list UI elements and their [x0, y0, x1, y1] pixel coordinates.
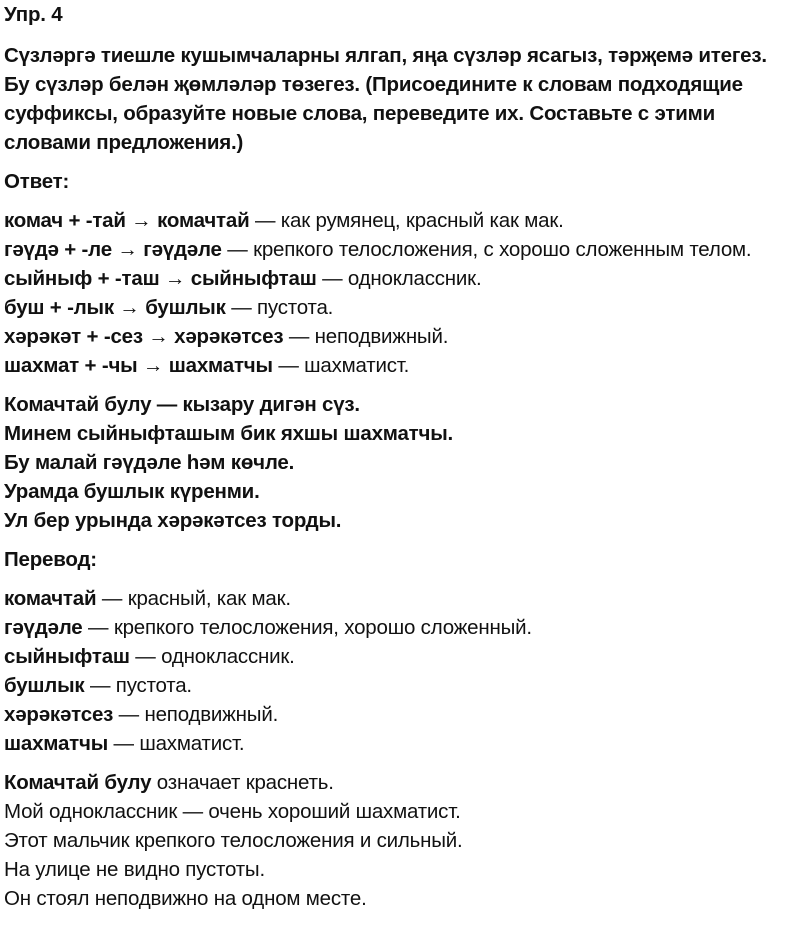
meaning: крепкого телосложения, с хорошо сложенным телом.: [253, 238, 752, 261]
dash: —: [288, 325, 310, 348]
result-word: комачтай: [157, 209, 250, 232]
plus-sign: +: [68, 209, 81, 232]
translation-meaning: пустота.: [115, 674, 192, 697]
translated-word: гәүдәле: [4, 616, 83, 639]
dash: —: [113, 732, 134, 755]
translation-word-list: [4, 584, 796, 758]
translation-meaning: шахматист.: [139, 732, 245, 755]
plus-sign: +: [86, 325, 99, 348]
translation-meaning: одноклассник.: [161, 645, 295, 668]
dash: —: [278, 354, 299, 377]
translation-meaning: крепкого телосложения, хорошо сложенный.: [113, 616, 532, 639]
arrow-icon: →: [119, 296, 140, 319]
answer-heading: Ответ:: [4, 170, 70, 193]
arrow-icon: →: [164, 267, 186, 290]
meaning: неподвижный.: [314, 325, 449, 348]
translated-word: бушлык: [4, 674, 85, 697]
translation-item: [4, 642, 796, 671]
result-word: шахматчы: [168, 354, 273, 377]
exercise-title: Упр. 4: [4, 3, 63, 26]
formation-item: [4, 206, 796, 235]
suffix: -таш: [114, 267, 160, 290]
plus-sign: +: [97, 267, 110, 290]
task-text: Сүзләргә тиешле кушымчаларны ялгап, яңа сүзләр ясагыз, тәрҗемә итегез. Бу сүзләр белән җөмләләр төзегез. (Присоедините к словам подходящие суффиксы, образуйте новые слова, переведите их. Составьте с этими словами предложения.): [4, 44, 767, 154]
plus-sign: +: [64, 238, 77, 261]
translated-sentence: Мой одноклассник — очень хороший шахматист.: [4, 800, 461, 823]
plus-sign: +: [49, 296, 62, 319]
dash: —: [89, 674, 111, 697]
translated-word: шахматчы: [4, 732, 109, 755]
translated-word: сыйныфташ: [4, 645, 130, 668]
sentence: Комачтай булу — кызару дигән сүз.: [4, 393, 360, 416]
dash: —: [322, 267, 343, 290]
arrow-icon: →: [142, 354, 164, 377]
sentence: Бу малай гәүдәле һәм көчле.: [4, 451, 295, 474]
translation-item: [4, 584, 796, 613]
sentence-rest: означает краснеть.: [156, 771, 334, 794]
arrow-icon: →: [148, 325, 169, 348]
formation-item: [4, 351, 796, 380]
sentence: Урамда бушлык күренми.: [4, 480, 260, 503]
arrow-icon: →: [117, 238, 138, 261]
translated-sentence: [4, 768, 796, 797]
root-word: буш: [4, 296, 45, 319]
result-word: хәрәкәтсез: [174, 325, 284, 348]
dash: —: [254, 209, 276, 232]
formation-item: [4, 235, 796, 264]
formation-item: [4, 322, 796, 351]
translation-item: [4, 729, 796, 758]
dash: —: [227, 238, 248, 261]
translated-sentences: [4, 768, 796, 913]
sentence: Ул бер урында хәрәкәтсез торды.: [4, 509, 342, 532]
root-word: шахмат: [4, 354, 80, 377]
suffix: -тай: [85, 209, 126, 232]
meaning: пустота.: [257, 296, 334, 319]
translation-meaning: красный, как мак.: [127, 587, 291, 610]
tatar-sentences: [4, 390, 796, 535]
dash: —: [88, 616, 109, 639]
sentence: Минем сыйныфташым бик яхшы шахматчы.: [4, 422, 454, 445]
suffix: -сез: [103, 325, 143, 348]
result-word: сыйныфташ: [190, 267, 317, 290]
formation-item: [4, 264, 796, 293]
bold-phrase: Комачтай булу: [4, 771, 152, 794]
dash: —: [231, 296, 252, 319]
plus-sign: +: [84, 354, 97, 377]
translation-item: [4, 613, 796, 642]
suffix: -ле: [81, 238, 112, 261]
translated-sentence: Этот мальчик крепкого телосложения и сильный.: [4, 829, 463, 852]
formation-item: [4, 293, 796, 322]
root-word: сыйныф: [4, 267, 93, 290]
meaning: одноклассник.: [347, 267, 482, 290]
dash: —: [118, 703, 139, 726]
root-word: гәүдә: [4, 238, 59, 261]
translation-item: [4, 671, 796, 700]
translation-item: [4, 700, 796, 729]
word-formation-list: [4, 206, 796, 380]
dash: —: [101, 587, 123, 610]
translated-word: комачтай: [4, 587, 97, 610]
translated-word: хәрәкәтсез: [4, 703, 114, 726]
translated-sentence: На улице не видно пустоты.: [4, 858, 265, 881]
translation-meaning: неподвижный.: [144, 703, 279, 726]
meaning: как румянец, красный как мак.: [280, 209, 564, 232]
result-word: бушлык: [145, 296, 226, 319]
arrow-icon: →: [131, 209, 152, 232]
suffix: -лык: [67, 296, 114, 319]
translated-sentence: Он стоял неподвижно на одном месте.: [4, 887, 367, 910]
dash: —: [135, 645, 156, 668]
result-word: гәүдәле: [143, 238, 222, 261]
translation-heading: Перевод:: [4, 548, 97, 571]
suffix: -чы: [101, 354, 138, 377]
root-word: комач: [4, 209, 63, 232]
meaning: шахматист.: [304, 354, 410, 377]
root-word: хәрәкәт: [4, 325, 82, 348]
